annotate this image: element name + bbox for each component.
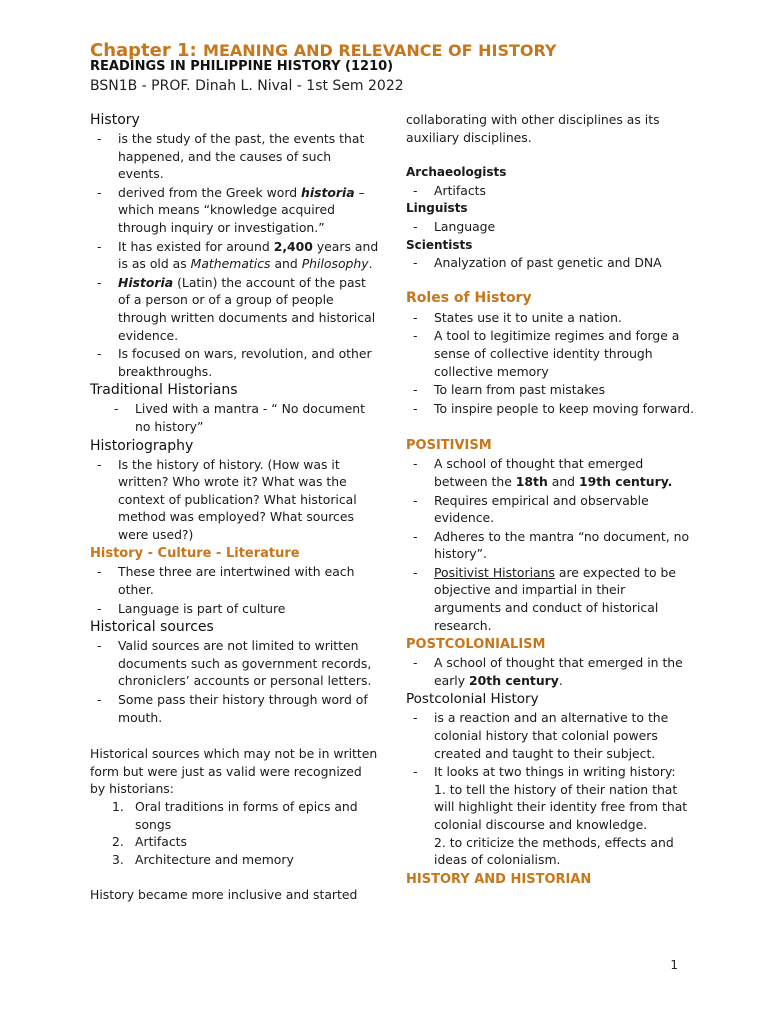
underlined-text: Positivist Historians <box>434 564 555 580</box>
list-item: - Analyzation of past genetic and DNA <box>434 254 696 272</box>
sources-paragraph: Historical sources which may not be in written form but were just as valid were recognized by historians: <box>90 746 378 797</box>
chapter-title-text: MEANING AND RELEVANCE OF HISTORY <box>203 41 557 60</box>
text: 2. to criticize the methods, effects and ideas of colonialism. <box>434 834 674 868</box>
text: A school of thought that emerged in the early <box>434 655 683 688</box>
course-info: BSN1B - PROF. Dinah L. Nival - 1st Sem 2022 <box>90 78 404 94</box>
list-item: - Valid sources are not limited to written documents such as government records, chroniclers’ accounts or personal letters. <box>118 637 380 690</box>
postcolonial-history-list <box>406 709 696 868</box>
text: . <box>558 672 563 688</box>
discipline-list <box>406 218 696 236</box>
section-heading-hcl: History - Culture - Literature <box>90 546 300 562</box>
section-heading-historiography: Historiography <box>90 437 194 454</box>
hcl-list <box>90 563 380 617</box>
page-number: 1 <box>670 958 678 972</box>
list-item: - To inspire people to keep moving forward. <box>434 400 696 418</box>
closing-paragraph: History became more inclusive and started <box>90 887 358 903</box>
list-item <box>112 833 380 851</box>
list-item <box>434 564 696 634</box>
text: and <box>270 256 302 272</box>
text: (Latin) the account of the past of a person or of a group of people through written documents and historical evidence. <box>118 274 376 343</box>
text: are expected to be objective and impartial in their arguments and conduct of historical research. <box>434 564 677 633</box>
list-item <box>118 184 380 237</box>
list-number: 3. <box>112 851 124 867</box>
text: A school of thought that emerged between the <box>434 456 644 489</box>
list-item: - Is the history of history. (How was it written? Who wrote it? What was the context of publication? What historical method was employed? What sources were used?) <box>118 456 380 544</box>
list-number: 1. <box>112 799 124 814</box>
list-item <box>112 798 380 833</box>
list-item: - is a reaction and an alternative to the colonial history that colonial powers created and taught to their subject. <box>434 709 696 762</box>
emphasis: 2,400 <box>273 238 313 254</box>
section-heading-postcolonial-history: Postcolonial History <box>406 691 539 708</box>
list-number: 2. <box>112 834 124 850</box>
emphasis: Mathematics <box>190 256 271 272</box>
list-item <box>112 851 380 869</box>
list-item: - Language is part of culture <box>118 600 380 618</box>
text: - It looks at two things in writing history: <box>434 764 676 780</box>
emphasis: 19th century. <box>579 473 673 489</box>
discipline-list <box>406 254 696 272</box>
emphasis: 20th century <box>469 672 559 688</box>
roles-list <box>406 309 696 418</box>
section-heading-history-historian: HISTORY AND HISTORIAN <box>406 871 592 887</box>
chapter-label: Chapter 1: <box>90 40 204 61</box>
emphasis: Philosophy <box>301 256 369 272</box>
text: years and is as old as <box>118 238 379 272</box>
list-item <box>434 763 696 869</box>
right-column <box>406 111 696 889</box>
discipline-label: Scientists <box>406 237 473 252</box>
list-item: - These three are intertwined with each other. <box>118 563 380 598</box>
course-subtitle: READINGS IN PHILIPPINE HISTORY (1210) <box>90 59 394 74</box>
list-item: - A tool to legitimize regimes and forge a sense of collective identity through collective memory <box>434 327 696 380</box>
text: derived from the Greek word <box>118 184 302 200</box>
text: It has existed for around <box>118 238 274 254</box>
traditional-list <box>90 400 380 435</box>
section-heading-postcolonialism: POSTCOLONIALISM <box>406 637 546 653</box>
list-item: - Some pass their history through word of mouth. <box>118 691 380 726</box>
sources-list <box>90 637 380 726</box>
text: Architecture and memory <box>135 851 294 867</box>
postcolonialism-list <box>406 654 696 689</box>
continued-paragraph: collaborating with other disciplines as its auxiliary disciplines. <box>406 112 660 145</box>
emphasis: 18th <box>515 473 548 489</box>
emphasis: historia <box>301 184 355 200</box>
list-item: - Artifacts <box>434 182 696 200</box>
discipline-list <box>406 182 696 200</box>
list-item: - Language <box>434 218 696 236</box>
list-item: - Is focused on wars, revolution, and other breakthroughs. <box>118 345 380 380</box>
list-item: - States use it to unite a nation. <box>434 309 696 327</box>
section-heading-positivism: POSITIVISM <box>406 438 492 454</box>
discipline-label: Archaeologists <box>406 165 507 180</box>
text: 1. to tell the history of their nation that will highlight their identity free from that colonial discourse and knowledge. <box>434 781 688 832</box>
section-heading-roles: Roles of History <box>406 289 532 306</box>
history-list <box>90 130 380 380</box>
discipline-label: Linguists <box>406 201 468 216</box>
section-heading-history: History <box>90 112 140 128</box>
left-column <box>90 111 380 904</box>
text: Oral traditions in forms of epics and songs <box>135 799 358 832</box>
text: and <box>547 473 579 489</box>
sources-numbered-list <box>90 798 380 868</box>
list-item: - Adheres to the mantra “no document, no history”. <box>434 528 696 563</box>
list-item: - To learn from past mistakes <box>434 381 696 399</box>
historiography-list <box>90 456 380 544</box>
document-header <box>90 40 730 96</box>
list-item: - Requires empirical and observable evidence. <box>434 492 696 527</box>
text: Artifacts <box>135 834 187 850</box>
emphasis: Historia <box>118 274 174 290</box>
positivism-list <box>406 455 696 634</box>
text: – which means “knowledge acquired through inquiry or investigation.” <box>118 184 365 235</box>
list-item <box>434 654 696 689</box>
text: . <box>368 256 373 272</box>
section-heading-sources: Historical sources <box>90 619 214 636</box>
list-item: - Lived with a mantra - “ No document no history” <box>135 400 380 435</box>
list-item: - is the study of the past, the events that happened, and the causes of such events. <box>118 130 380 183</box>
section-heading-traditional: Traditional Historians <box>90 382 238 399</box>
list-item <box>118 274 380 344</box>
list-item <box>434 455 696 490</box>
list-item <box>118 238 380 273</box>
